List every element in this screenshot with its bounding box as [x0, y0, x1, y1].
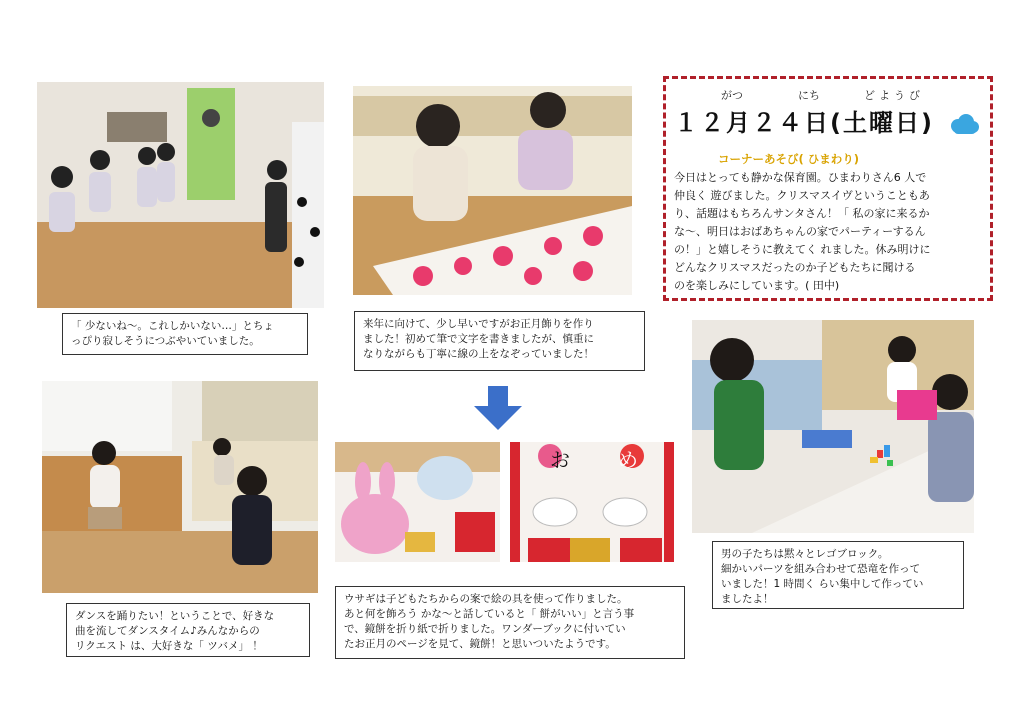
caption-lineup: 「 少ないね～。これしかいない…」とちょ っぴり寂しそうにつぶやいていました。: [62, 313, 308, 355]
photo-mochi-craft: [510, 442, 674, 562]
daily-report-box: [663, 76, 993, 301]
photo-lego: [692, 320, 974, 533]
photo-dancing: [42, 381, 318, 593]
date-close: ): [920, 109, 934, 137]
date-heading: [674, 103, 934, 138]
caption-calligraphy: 来年に向けて、少し早いですがお正月飾りを作り ました！初めて筆で文字を書きましたが、慎重に なりながらも丁寧に線の上をなぞっていました！: [354, 311, 645, 371]
weekday-text: 土曜日: [842, 109, 921, 137]
photo-calligraphy: [353, 86, 632, 295]
cloud-icon: [948, 113, 980, 135]
ruby-month: がつ: [721, 89, 743, 102]
letter-me: め: [618, 448, 638, 472]
report-body: 今日はとっても静かな保育園。ひまわりさん6 人で 仲良く 遊びました。クリスマスイヴということもあ り、話題はもちろんサンタさん！「 私の家に来るか な～、明日はおばあちゃんの家でパーティーするん の！」と嬉しそうに教えてく れました。休み明けに どんなクリスマスだったのか子どもたちに聞ける のを楽しみにしています。( 田中): [674, 171, 931, 292]
letter-o: お: [550, 448, 570, 472]
section-title: コーナーあそび( ひまわり): [718, 152, 860, 166]
ruby-day: にち: [798, 89, 820, 102]
caption-lego: 男の子たちは黙々とレゴブロック。 細かいパーツを組み合わせて恐竜を作って いました！1 時間く らい集中して作ってい ましたよ！: [712, 541, 964, 609]
arrow-down-icon: [474, 386, 522, 430]
ruby-weekday: どようび: [864, 89, 924, 102]
caption-crafts: ウサギは子どもたちからの案で絵の具を使って作りました。 あと何を飾ろう かな～と話していると「 餅がいい」と言う事 で、鏡餅を折り紙で折りました。ワンダーブックに付いてい たお正月のページを見て、鏡餅！と思いついたようです。: [335, 586, 685, 659]
photo-children-lineup: [37, 82, 324, 308]
date-text: １２月２４日(: [674, 109, 843, 137]
photo-rabbit-craft: [335, 442, 500, 562]
caption-dancing: ダンスを踊りたい！ということで、好きな 曲を流してダンスタイム♪みんなからの リクエスト は、大好きな「 ツバメ」 ！: [66, 603, 310, 657]
